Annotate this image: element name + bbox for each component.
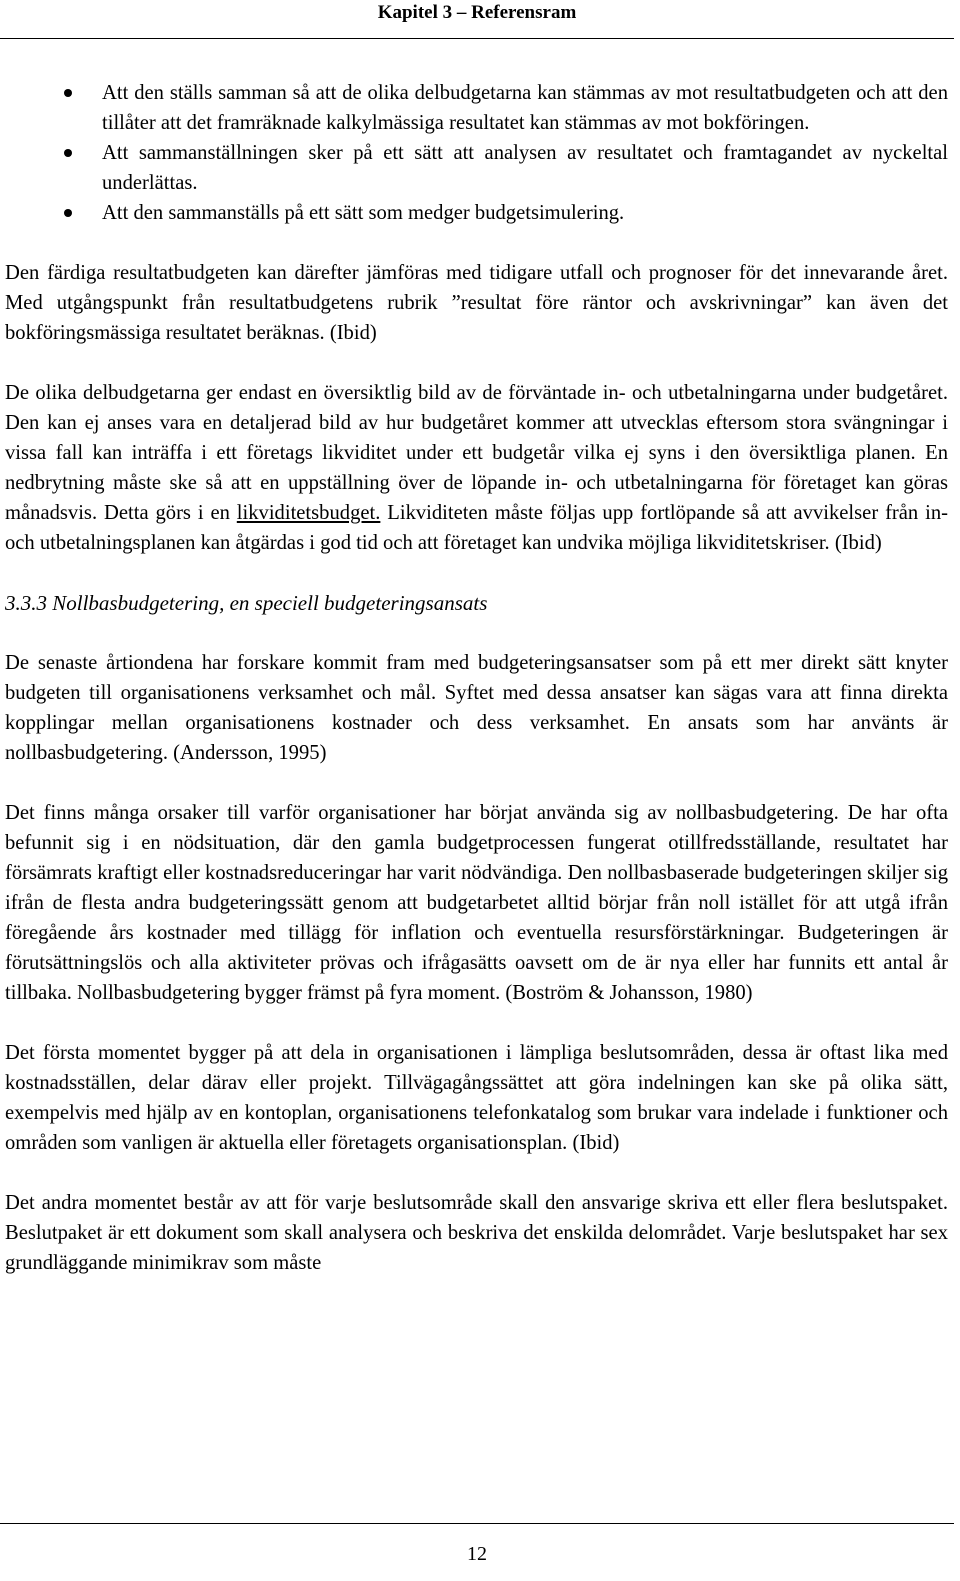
paragraph-ansatser: De senaste årtiondena har forskare kommit fram med budgeteringsansatser som på ett mer direkt sätt knyter budgeten till organisationens verksamhet och mål. Syftet med dessa ansatser kan sägas vara att finna direkta kopplingar mellan organisationens kostnader och dess verksamhet. En ansats som har använts är nollbasbudgetering. (Andersson, 1995): [5, 652, 948, 764]
paragraph-likviditet: [5, 378, 948, 558]
paragraph-orsaker: Det finns många orsaker till varför organisationer har börjat använda sig av nollbasbudgetering. De har ofta befunnit sig i en nödsituation, där den gamla budgetprocessen fungerat otillfredsställande, resultatet har försämrats kraftigt eller kostnadsreduceringar har varit nödvändiga. Den nollbasbaserade budgeteringen skiljer sig ifrån de flesta andra budgeteringssätt genom att budgetarbetet alltid börjar från noll istället för att utgå ifrån föregående års kostnader med tillägg för inflation och eventuella resursförstärkningar. Budgeteringen är förutsättningslös och alla aktiviteter prövas och ifrågasätts oavsett om de är nya eller har funnits ett antal år tillbaka. Nollbasbudgetering bygger främst på fyra moment. (Boström & Johansson, 1980): [5, 802, 948, 1004]
chapter-title: Kapitel 3 – Referensram: [377, 2, 577, 23]
page-number: 12: [467, 1543, 487, 1565]
bullet-dot-icon: [64, 149, 72, 157]
bullet-text: Att den sammanställs på ett sätt som medger budgetsimulering.: [102, 202, 625, 224]
page-footer: [0, 1523, 954, 1581]
bullet-dot-icon: [64, 89, 72, 97]
bullet-text: Att sammanställningen sker på ett sätt att analysen av resultatet och framtagandet av nyckeltal underlättas.: [102, 142, 948, 194]
bullet-item: [5, 138, 948, 198]
paragraph-andra-momentet: Det andra momentet består av att för varje beslutsområde skall den ansvarige skriva ett eller flera beslutspaket. Beslutpaket är ett dokument som skall analysera och beskriva det enskilda delområdet. Varje beslutspaket har sex grundläggande minimikrav som måste: [5, 1192, 948, 1274]
bullet-text: Att den ställs samman så att de olika delbudgetarna kan stämmas av mot resultatbudgeten och att den tillåter att det framräknade kalkylmässiga resultatet kan stämmas av mot bokföringen.: [102, 82, 948, 134]
section-heading: 3.3.3 Nollbasbudgetering, en speciell budgeteringsansats: [5, 591, 488, 615]
bullet-list: [5, 78, 948, 228]
paragraph-text: Likviditeten måste följas upp fortlöpande så att avvikelser från in- och utbetalningsplanen kan åtgärdas i god tid och att företaget kan undvika möjliga likviditetskriser. (Ibid): [5, 502, 948, 554]
bullet-item: [5, 78, 948, 138]
paragraph-text: De olika delbudgetarna ger endast en översiktlig bild av de förväntade in- och utbetalningarna under budgetåret. Den kan ej anses vara en detaljerad bild av hur budgetåret kommer att utvecklas eftersom stora svängningar i vissa fall kan inträffa i ett företags likviditet under ett budgetår vilka ej syns i den översiktliga planen. En nedbrytning måste ske så att en uppställning över de löpande in- och utbetalningarna för företaget kan göras månadsvis. Detta görs i en: [5, 382, 948, 524]
page-header: [0, 0, 954, 39]
likviditetsbudget-link[interactable]: likviditetsbudget.: [236, 502, 381, 524]
paragraph-resultatbudget: Den färdiga resultatbudgeten kan därefter jämföras med tidigare utfall och prognoser för det innevarande året. Med utgångspunkt från resultatbudgetens rubrik ”resultat före räntor och avskrivningar” kan även det bokföringsmässiga resultatet beräknas. (Ibid): [5, 262, 948, 344]
document-body: [5, 78, 948, 1308]
paragraph-forsta-momentet: Det första momentet bygger på att dela in organisationen i lämpliga beslutsområden, dessa är oftast lika med kostnadsställen, delar därav eller projekt. Tillvägagångssättet att göra indelningen kan ske på olika sätt, exempelvis med hjälp av en kontoplan, organisationens telefonkatalog som brukar vara indelade i funktioner och områden som vanligen är aktuella eller företagets organisationsplan. (Ibid): [5, 1042, 948, 1154]
bullet-item: [5, 198, 948, 228]
bullet-dot-icon: [64, 209, 72, 217]
